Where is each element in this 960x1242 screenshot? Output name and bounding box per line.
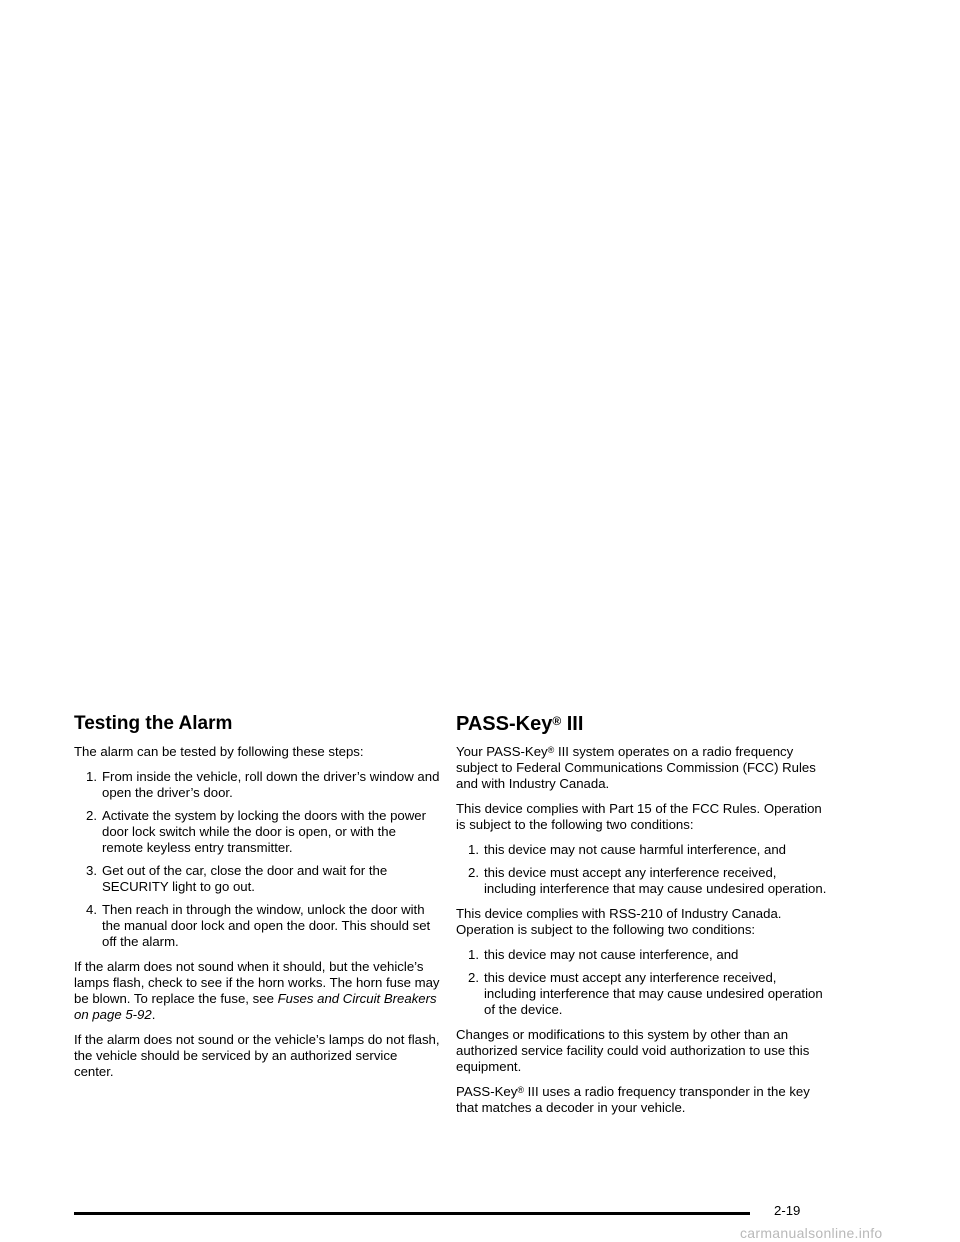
list-item (74, 769, 440, 801)
step-number: 2. (86, 808, 97, 823)
testing-alarm-section (74, 712, 440, 1089)
list-item (74, 863, 440, 895)
list-item (456, 970, 828, 1018)
list-item (456, 842, 828, 858)
pass-key-heading-suffix: III (561, 713, 584, 735)
fcc-conditions (456, 842, 828, 897)
step-number: 4. (86, 902, 97, 917)
page-number: 2-19 (774, 1203, 801, 1218)
watermark: carmanualsonline.info (740, 1225, 883, 1241)
modifications-paragraph: Changes or modifications to this system by other than an authorized service facility could void authorization to use this equipment. (456, 1027, 810, 1074)
condition-number: 1. (468, 947, 479, 962)
pass-key-intro-a: Your PASS-Key (456, 744, 548, 759)
condition-text: this device must accept any interference received, including interference that may cause undesired operation. (484, 865, 827, 896)
rss-conditions (456, 947, 828, 1018)
registered-mark: ® (552, 714, 562, 728)
step-text: From inside the vehicle, roll down the driver’s window and open the driver’s door. (102, 769, 440, 800)
list-item (456, 865, 828, 897)
list-item (74, 808, 440, 856)
condition-number: 1. (468, 842, 479, 857)
transponder-a: PASS-Key (456, 1084, 518, 1099)
step-text: Activate the system by locking the doors with the power door lock switch while the door is open, or with the remote keyless entry transmitter. (102, 808, 426, 855)
pass-key-section (456, 712, 828, 1125)
step-text: Get out of the car, close the door and wait for the SECURITY light to go out. (102, 863, 388, 894)
pass-key-intro (456, 744, 828, 792)
registered-mark: ® (517, 1085, 524, 1095)
condition-text: this device may not cause interference, and (484, 947, 739, 962)
service-paragraph: If the alarm does not sound or the vehicle’s lamps do not flash, the vehicle should be serviced by an authorized service center. (74, 1032, 440, 1079)
condition-text: this device must accept any interference received, including interference that may cause undesired operation of the device. (484, 970, 823, 1017)
condition-text: this device may not cause harmful interference, and (484, 842, 787, 857)
horn-fuse-paragraph (74, 959, 440, 1023)
pass-key-heading-main: PASS-Key (456, 713, 553, 735)
condition-number: 2. (468, 865, 479, 880)
list-item (456, 947, 828, 963)
horn-fuse-end: . (151, 1007, 156, 1022)
fuses-cross-reference: Fuses and Circuit Breakers on page 5-92 (74, 991, 437, 1022)
condition-number: 2. (468, 970, 479, 985)
pass-key-heading (456, 712, 828, 736)
footer-rule (74, 1212, 750, 1215)
fcc-paragraph: This device complies with Part 15 of the FCC Rules. Operation is subject to the following two conditions: (456, 801, 822, 832)
step-number: 1. (86, 769, 97, 784)
testing-alarm-heading: Testing the Alarm (74, 713, 233, 734)
registered-mark: ® (547, 745, 555, 755)
testing-alarm-steps (74, 769, 440, 950)
step-number: 3. (86, 863, 97, 878)
pass-key-intro-b: III system operates on a radio frequency subject to Federal Communications Commission (FCC) Rules and with Industry Canada. (456, 744, 816, 791)
horn-fuse-text: If the alarm does not sound when it should, but the vehicle’s lamps flash, check to see if the horn works. The horn fuse may be blown. To replace the fuse, see (74, 959, 440, 1006)
transponder-paragraph (456, 1084, 828, 1116)
step-text: Then reach in through the window, unlock the door with the manual door lock and open the door. This should set off the alarm. (102, 902, 431, 949)
rss-paragraph: This device complies with RSS-210 of Industry Canada. Operation is subject to the following two conditions: (456, 906, 782, 937)
testing-alarm-intro: The alarm can be tested by following these steps: (74, 744, 364, 759)
list-item (74, 902, 440, 950)
transponder-b: III uses a radio frequency transponder in the key that matches a decoder in your vehicle. (456, 1084, 810, 1115)
